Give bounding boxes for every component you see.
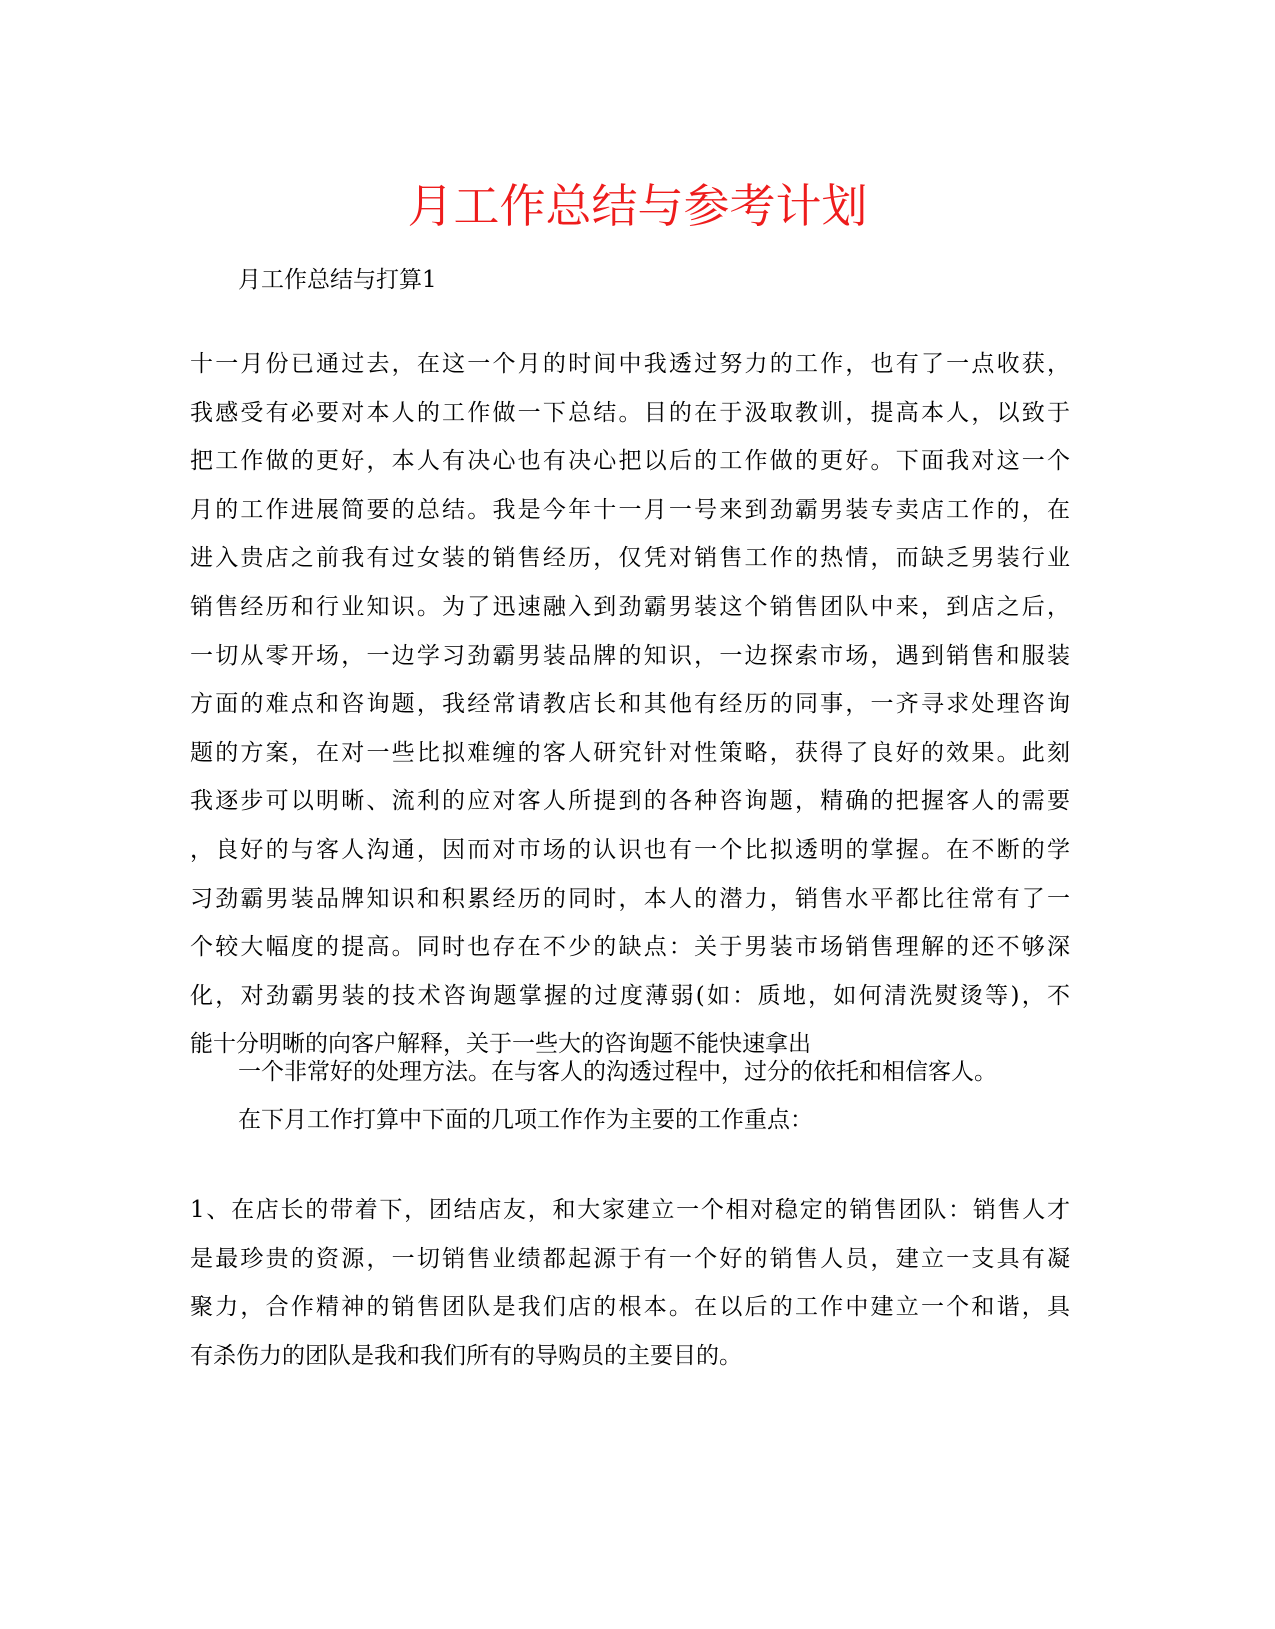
paragraph-line: 销售经历和行业知识。为了迅速融入到劲霸男装这个销售团队中来，到店之后，: [190, 593, 1070, 620]
paragraph-summary: [190, 340, 1070, 1069]
document-title: 月工作总结与参考计划: [407, 179, 868, 233]
paragraph-line: 能十分明晰的向客户解释，关于一些大的咨询题不能快速拿出: [190, 1031, 811, 1058]
paragraph-line: 进入贵店之前我有过女装的销售经历，仅凭对销售工作的热情，而缺乏男装行业: [190, 545, 1070, 572]
paragraph-line: 个较大幅度的提高。同时也存在不少的缺点：关于男装市场销售理解的还不够深: [190, 934, 1070, 961]
paragraph-line: 我感受有必要对本人的工作做一下总结。目的在于汲取教训，提高本人，以致于: [190, 399, 1070, 426]
paragraph-line: 题的方案，在对一些比拟难缠的客人研究针对性策略，获得了良好的效果。此刻: [190, 739, 1070, 766]
paragraph-plan-item-1: [190, 1186, 1070, 1380]
paragraph-line: 一切从零开场，一边学习劲霸男装品牌的知识，一边探索市场，遇到销售和服装: [190, 642, 1070, 669]
paragraph-line: 习劲霸男装品牌知识和积累经历的同时，本人的潜力，销售水平都比往常有了一: [190, 885, 1070, 912]
paragraph-line: 化，对劲霸男装的技术咨询题掌握的过度薄弱(如：质地，如何清洗熨烫等)，不: [190, 982, 1070, 1009]
paragraph-line: 聚力，合作精神的销售团队是我们店的根本。在以后的工作中建立一个和谐，具: [190, 1294, 1070, 1321]
paragraph-line: 方面的难点和咨询题，我经常请教店长和其他有经历的同事，一齐寻求处理咨询: [190, 691, 1070, 718]
paragraph-line: 我逐步可以明晰、流利的应对客人所提到的各种咨询题，精确的把握客人的需要: [190, 788, 1070, 815]
indented-line: 在下月工作打算中下面的几项工作作为主要的工作重点：: [238, 1107, 813, 1133]
paragraph-line: 月的工作进展简要的总结。我是今年十一月一号来到劲霸男装专卖店工作的，在: [190, 496, 1070, 523]
indented-line: 一个非常好的处理方法。在与客人的沟透过程中，过分的依托和相信客人。: [238, 1059, 997, 1085]
paragraph-line: 十一月份已通过去，在这一个月的时间中我透过努力的工作，也有了一点收获，: [190, 351, 1070, 377]
paragraph-line: 把工作做的更好，本人有决心也有决心把以后的工作做的更好。下面我对这一个: [190, 448, 1070, 475]
paragraph-line: 1、在店长的带着下，团结店友，和大家建立一个相对稳定的销售团队：销售人才: [190, 1197, 1070, 1223]
paragraph-line: ，良好的与客人沟通，因而对市场的认识也有一个比拟透明的掌握。在不断的学: [190, 836, 1070, 863]
document-subtitle: 月工作总结与打算1: [238, 267, 437, 293]
paragraph-line: 有杀伤力的团队是我和我们所有的导购员的主要目的。: [190, 1342, 742, 1369]
paragraph-line: 是最珍贵的资源，一切销售业绩都起源于有一个好的销售人员，建立一支具有凝: [190, 1245, 1070, 1272]
